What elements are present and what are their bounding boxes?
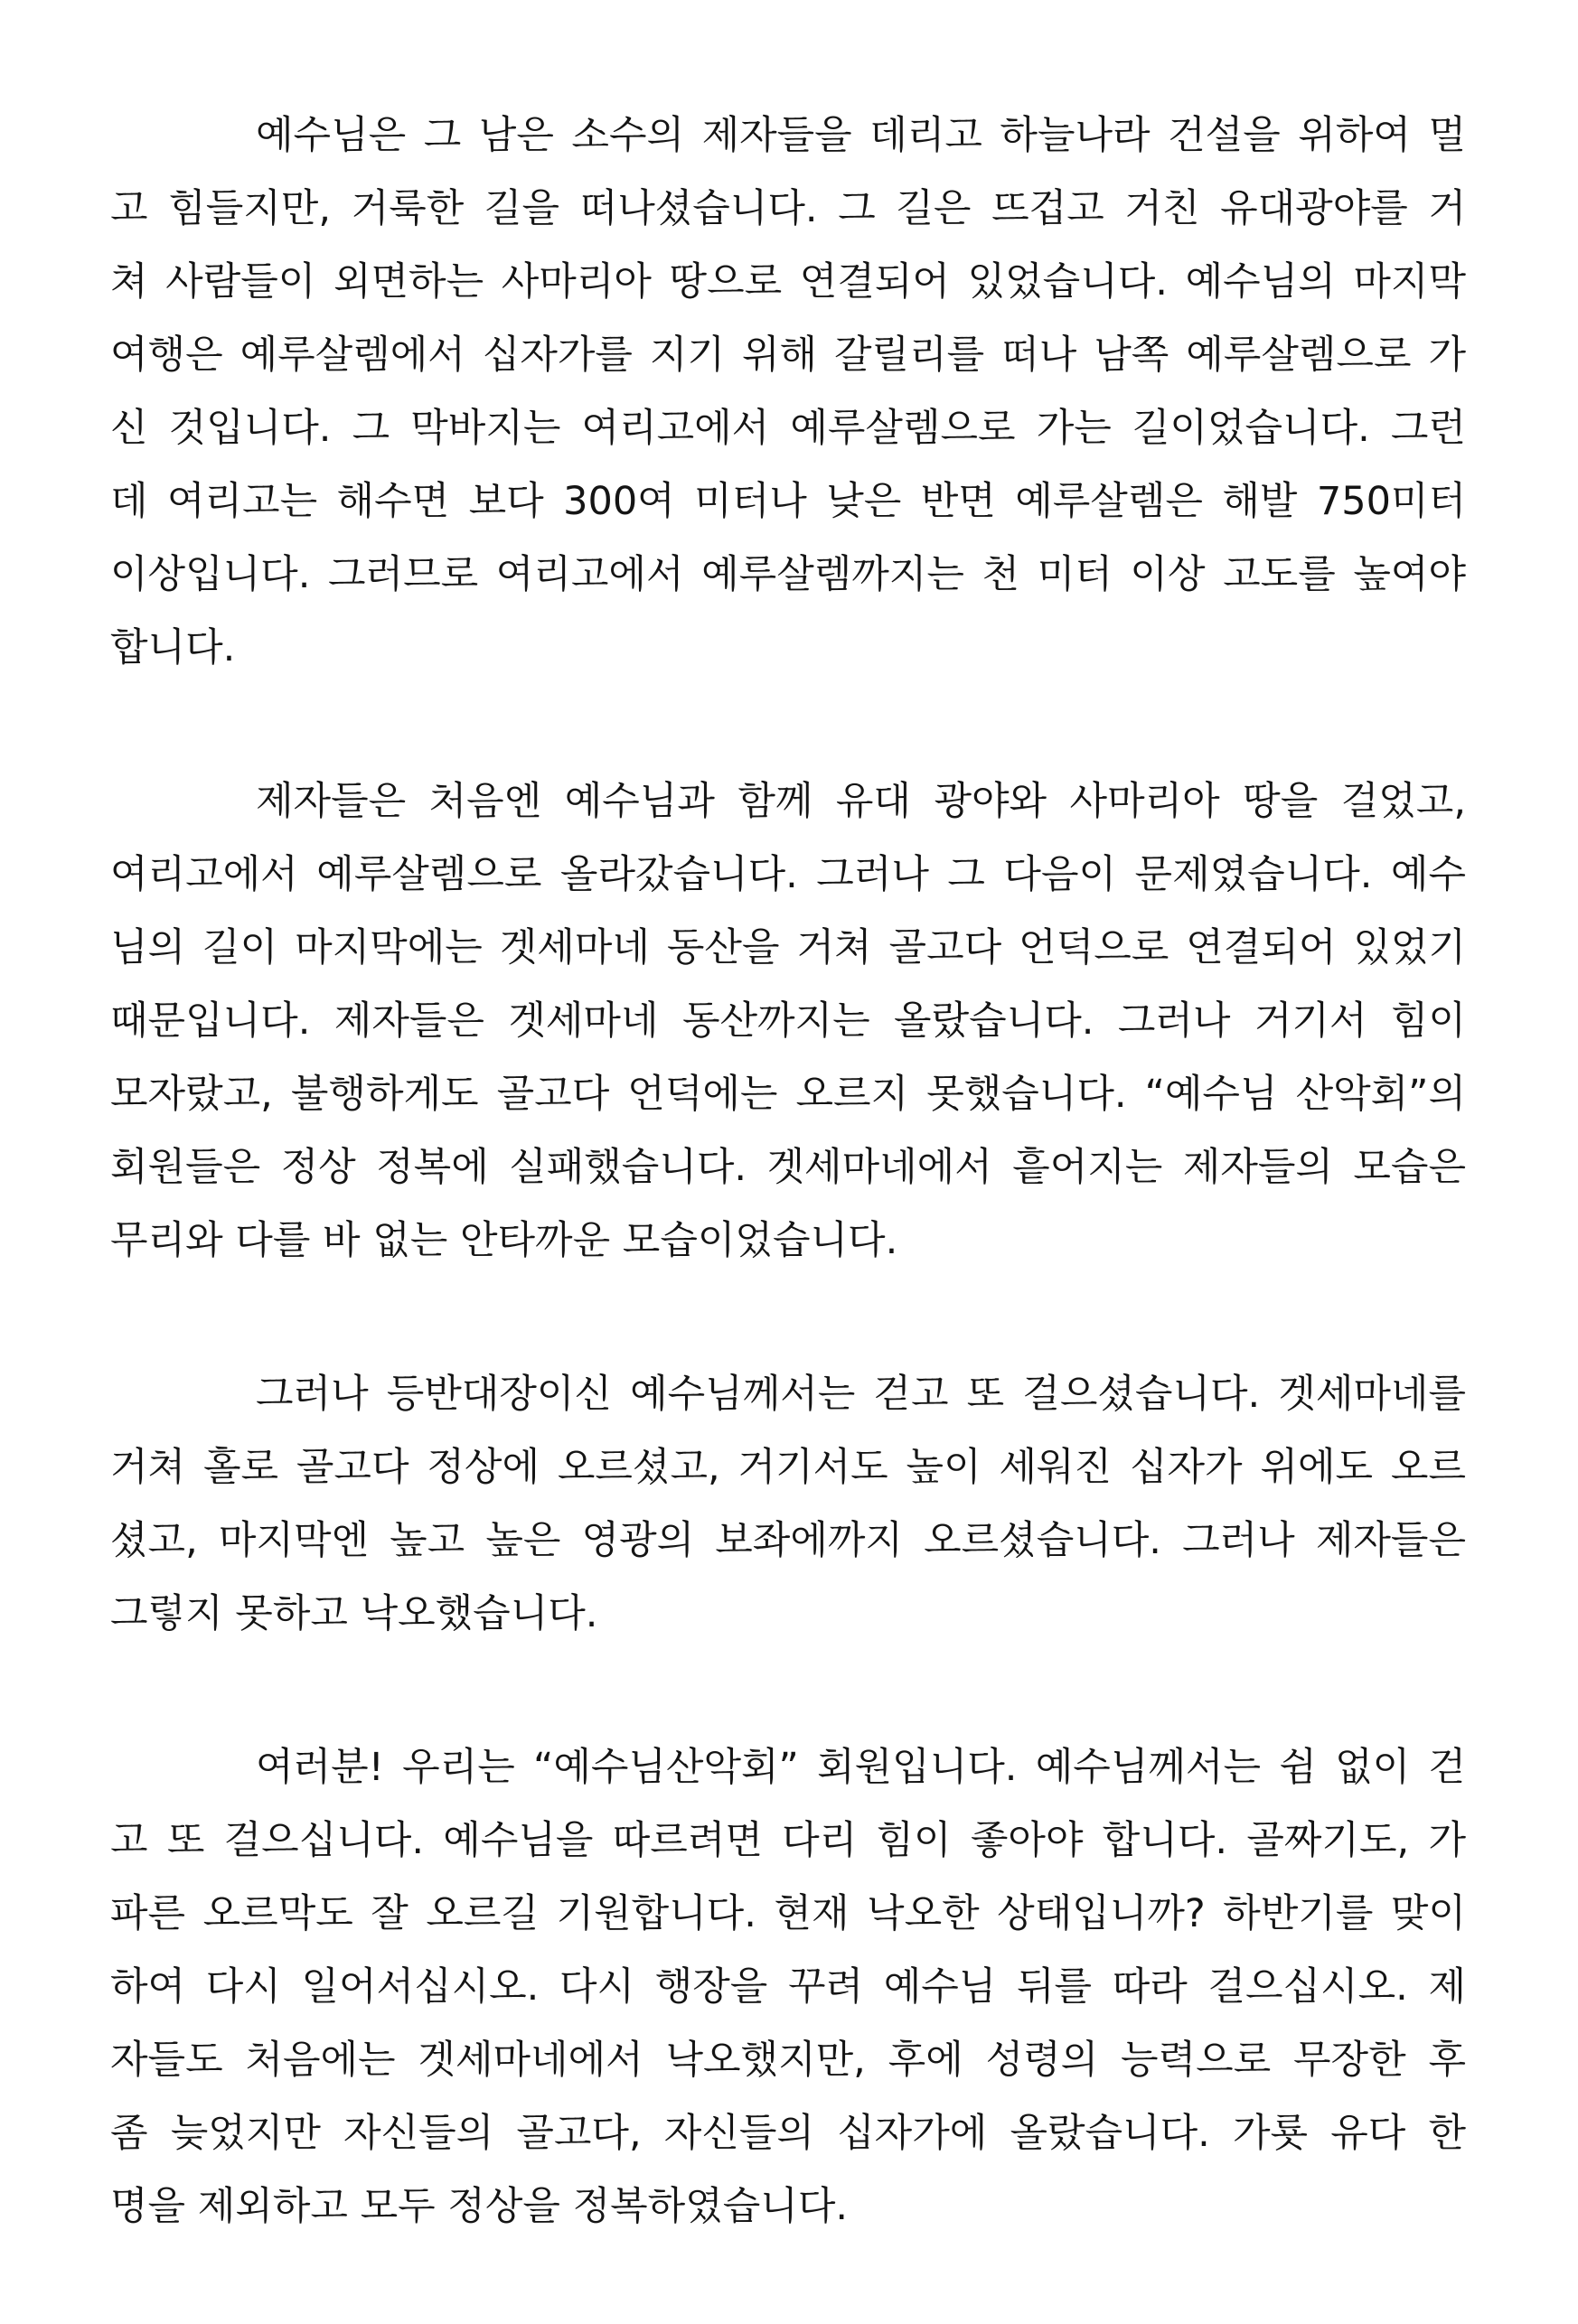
paragraph-line: 거쳐 홀로 골고다 정상에 오르셨고, 거기서도 높이 세워진 십자가 위에도 오르 [110, 1445, 1466, 1490]
paragraph-2 [110, 765, 1466, 1278]
paragraph-line: 예수님은 그 남은 소수의 제자들을 데리고 하늘나라 건설을 위하여 멀 [256, 113, 1466, 158]
paragraph-line: 합니다. [110, 625, 236, 670]
paragraph-line: 여리고에서 예루살렘으로 올라갔습니다. 그러나 그 다음이 문제였습니다. 예수 [110, 852, 1466, 897]
paragraph-line: 모자랐고, 불행하게도 골고다 언덕에는 오르지 못했습니다. “예수님 산악회”의 [110, 1072, 1466, 1117]
paragraph-line: 좀 늦었지만 자신들의 골고다, 자신들의 십자가에 올랐습니다. 가룟 유다 한 [110, 2111, 1466, 2156]
paragraph-line: 이상입니다. 그러므로 여리고에서 예루살렘까지는 천 미터 이상 고도를 높여야 [110, 552, 1466, 597]
paragraph-line: 여러분! 우리는 “예수님산악회” 회원입니다. 예수님께서는 쉼 없이 걷 [256, 1745, 1466, 1790]
paragraph-line: 고 또 걸으십니다. 예수님을 따르려면 다리 힘이 좋아야 합니다. 골짜기도, 가 [110, 1818, 1466, 1863]
paragraph-line: 신 것입니다. 그 막바지는 여리고에서 예루살렘으로 가는 길이었습니다. 그런 [110, 406, 1466, 451]
paragraph-line: 고 힘들지만, 거룩한 길을 떠나셨습니다. 그 길은 뜨겁고 거친 유대광야를 거 [110, 186, 1466, 231]
paragraph-line: 데 여리고는 해수면 보다 300여 미터나 낮은 반면 예루살렘은 해발 750미터 [110, 479, 1466, 524]
document-page [110, 99, 1466, 2324]
paragraph-line: 그러나 등반대장이신 예수님께서는 걷고 또 걸으셨습니다. 겟세마네를 [256, 1372, 1466, 1417]
paragraph-4 [110, 1731, 1466, 2244]
paragraph-line: 자들도 처음에는 겟세마네에서 낙오했지만, 후에 성령의 능력으로 무장한 후 [110, 2038, 1466, 2083]
paragraph-1 [110, 99, 1466, 685]
paragraph-line: 때문입니다. 제자들은 겟세마네 동산까지는 올랐습니다. 그러나 거기서 힘이 [110, 998, 1466, 1044]
paragraph-line: 님의 길이 마지막에는 겟세마네 동산을 거쳐 골고다 언덕으로 연결되어 있었기 [110, 925, 1466, 970]
paragraph-line: 쳐 사람들이 외면하는 사마리아 땅으로 연결되어 있었습니다. 예수님의 마지막 [110, 259, 1466, 305]
paragraph-line: 그렇지 못하고 낙오했습니다. [110, 1591, 598, 1636]
paragraph-line: 여행은 예루살렘에서 십자가를 지기 위해 갈릴리를 떠나 남쪽 예루살렘으로 가 [110, 333, 1466, 378]
paragraph-line: 명을 제외하고 모두 정상을 정복하였습니다. [110, 2184, 849, 2229]
paragraph-line: 파른 오르막도 잘 오르길 기원합니다. 현재 낙오한 상태입니까? 하반기를 맞이 [110, 1891, 1466, 1936]
paragraph-line: 셨고, 마지막엔 높고 높은 영광의 보좌에까지 오르셨습니다. 그러나 제자들은 [110, 1518, 1466, 1563]
paragraph-line: 회원들은 정상 정복에 실패했습니다. 겟세마네에서 흩어지는 제자들의 모습은 [110, 1145, 1466, 1190]
paragraph-3 [110, 1358, 1466, 1651]
paragraph-line: 제자들은 처음엔 예수님과 함께 유대 광야와 사마리아 땅을 걸었고, [256, 779, 1466, 824]
paragraph-line: 무리와 다를 바 없는 안타까운 모습이었습니다. [110, 1218, 898, 1263]
paragraph-line: 하여 다시 일어서십시오. 다시 행장을 꾸려 예수님 뒤를 따라 걸으십시오. 제 [110, 1964, 1466, 2010]
